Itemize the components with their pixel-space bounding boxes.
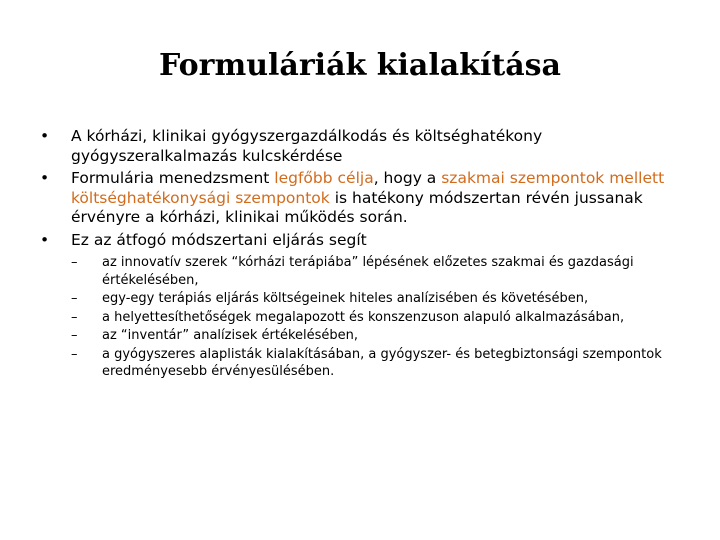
bullet-list <box>40 127 680 384</box>
sub-bullet-item <box>71 346 680 381</box>
dash-icon: – <box>71 346 78 362</box>
sub-bullet-text: a gyógyszeres alaplisták kialakításában, a gyógyszer- és betegbiztonsági szempontok eredményesebb érvényesülésében. <box>102 346 662 379</box>
sub-bullet-text: a helyettesíthetőségek megalapozott és konszenzuson alapuló alkalmazásában, <box>102 309 625 325</box>
sub-bullet-text: az “inventár” analízisek értékelésében, <box>102 328 359 343</box>
sub-bullet-item <box>71 290 680 308</box>
bullet-icon: • <box>40 127 50 145</box>
bullet-item <box>40 169 680 228</box>
bullet-text: A kórházi, klinikai gyógyszergazdálkodás és költséghatékony gyógyszeralkalmazás kulcskérdése <box>71 127 543 165</box>
dash-icon: – <box>71 328 78 343</box>
slide-title: Formuláriák kialakítása <box>159 48 561 83</box>
bullet-item <box>40 127 680 166</box>
sub-bullet-text: az innovatív szerek “kórházi terápiába” lépésének előzetes szakmai és gazdasági értékelésében, <box>102 255 634 288</box>
bullet-text: , hogy a <box>373 169 442 187</box>
sub-bullet-item <box>71 309 680 327</box>
sub-bullet-list <box>71 254 680 381</box>
sub-bullet-item <box>71 254 680 289</box>
bullet-icon: • <box>40 169 50 187</box>
bullet-text: Ez az átfogó módszertani eljárás segít <box>71 230 367 249</box>
highlight-text: legfőbb célja <box>274 169 374 187</box>
dash-icon: – <box>71 291 78 306</box>
bullet-text: Formulária menedzsment <box>71 169 275 187</box>
dash-icon: – <box>71 309 78 325</box>
bullet-text: is hatékony módszertan révén jussanak érvényre a kórházi, klinikai működés során. <box>71 188 643 226</box>
sub-bullet-item <box>71 327 680 345</box>
bullet-icon: • <box>40 230 50 249</box>
sub-bullet-text: egy-egy terápiás eljárás költségeinek hiteles analízisében és követésében, <box>102 291 589 306</box>
highlight-text: szakmai szempontok mellett költséghatékonysági szempontok <box>71 169 665 207</box>
bullet-item <box>40 231 680 381</box>
dash-icon: – <box>71 255 78 270</box>
